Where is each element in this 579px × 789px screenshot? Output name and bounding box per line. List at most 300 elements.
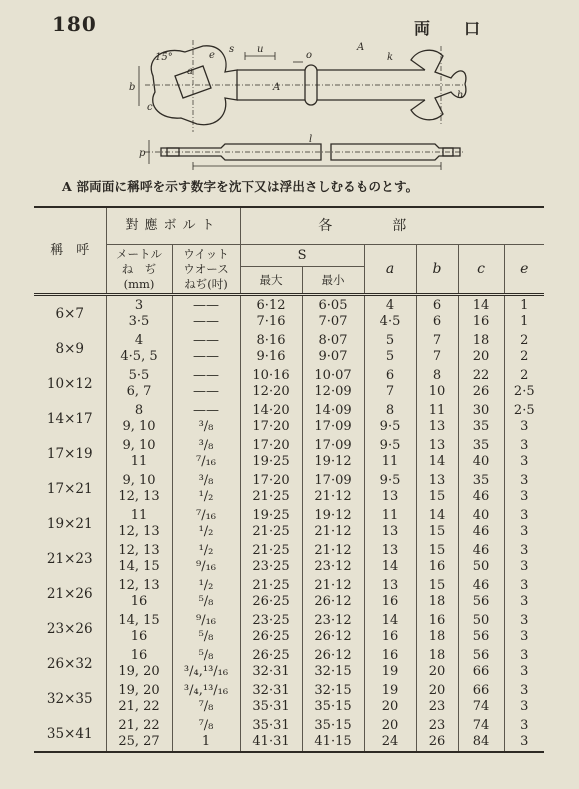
a-value: 13 xyxy=(381,577,399,593)
s-max-value: 21·25 xyxy=(252,577,290,593)
whitworth-cell xyxy=(172,331,240,366)
a-cell xyxy=(364,471,416,506)
metric-value: 9, 10 xyxy=(122,472,156,488)
s-min-value: 10·07 xyxy=(314,367,352,383)
s-max-value: 9·16 xyxy=(256,348,286,364)
a-cell xyxy=(364,541,416,576)
header-whit-line1: ウイット xyxy=(183,246,229,261)
a-value: 11 xyxy=(381,453,399,469)
e-cell xyxy=(504,331,544,366)
b-value: 16 xyxy=(428,558,446,574)
e-cell xyxy=(504,611,544,646)
c-value: 22 xyxy=(472,367,490,383)
a-value: 13 xyxy=(381,523,399,539)
s-max-cell xyxy=(240,646,302,681)
s-min-value: 21·12 xyxy=(314,542,352,558)
header-whit-line2: ウオース xyxy=(183,261,229,276)
c-cell xyxy=(458,716,504,752)
a-value: 6 xyxy=(385,367,395,383)
s-min-cell xyxy=(302,331,364,366)
s-max-cell xyxy=(240,401,302,436)
metric-cell xyxy=(106,436,172,471)
b-value: 6 xyxy=(432,313,442,329)
a-value: 24 xyxy=(381,733,399,749)
c-cell xyxy=(458,541,504,576)
s-min-value: 9·07 xyxy=(318,348,348,364)
header-whitworth xyxy=(172,245,240,295)
b-cell xyxy=(416,295,458,332)
figure-label-b: b xyxy=(129,82,136,93)
s-min-value: 32·15 xyxy=(314,663,352,679)
e-value: 3 xyxy=(520,523,529,539)
metric-value: 19, 20 xyxy=(118,682,160,698)
metric-value: 4·5, 5 xyxy=(120,348,158,364)
header-metric xyxy=(106,245,172,295)
whitworth-cell xyxy=(172,611,240,646)
s-max-value: 26·25 xyxy=(252,593,290,609)
a-cell xyxy=(364,366,416,401)
metric-value: 12, 13 xyxy=(118,577,160,593)
e-value: 3 xyxy=(520,647,529,663)
e-cell xyxy=(504,471,544,506)
metric-value: 4 xyxy=(134,332,144,348)
whitworth-value: ⁵/₈ xyxy=(198,628,214,644)
whitworth-value: —— xyxy=(193,313,219,329)
metric-value: 21, 22 xyxy=(118,717,160,733)
whitworth-value: ³/₈ xyxy=(198,418,214,434)
figure-caption: A 部両面に稱呼を示す数字を沈下又は浮出さしむるものとす。 xyxy=(62,179,419,194)
header-s-max: 最大 xyxy=(240,267,302,295)
s-max-value: 32·31 xyxy=(252,663,290,679)
e-value: 3 xyxy=(520,682,529,698)
s-min-value: 35·15 xyxy=(314,698,352,714)
whitworth-value: ³/₄,¹³/₁₆ xyxy=(183,663,229,679)
whitworth-value: —— xyxy=(193,332,219,348)
whitworth-cell xyxy=(172,506,240,541)
b-value: 18 xyxy=(428,647,446,663)
b-value: 26 xyxy=(428,733,446,749)
b-value: 15 xyxy=(428,542,446,558)
figure-label-a: a xyxy=(187,66,193,77)
whitworth-value: ⁷/₈ xyxy=(198,717,214,733)
table-row xyxy=(34,541,544,576)
c-cell xyxy=(458,401,504,436)
b-value: 13 xyxy=(428,418,446,434)
e-value: 3 xyxy=(520,558,529,574)
e-value: 3 xyxy=(520,453,529,469)
figure-label-h: h xyxy=(457,90,464,101)
a-value: 9·5 xyxy=(379,437,401,453)
s-max-cell xyxy=(240,541,302,576)
c-cell xyxy=(458,366,504,401)
a-value: 9·5 xyxy=(379,418,401,434)
s-min-value: 21·12 xyxy=(314,577,352,593)
a-value: 4 xyxy=(385,297,395,313)
c-value: 40 xyxy=(472,453,490,469)
b-cell xyxy=(416,331,458,366)
table-row xyxy=(34,471,544,506)
table-row xyxy=(34,611,544,646)
s-min-cell xyxy=(302,541,364,576)
e-cell xyxy=(504,646,544,681)
s-min-cell xyxy=(302,611,364,646)
metric-value: 6, 7 xyxy=(126,383,152,399)
c-value: 56 xyxy=(472,647,490,663)
s-max-cell xyxy=(240,681,302,716)
b-value: 20 xyxy=(428,682,446,698)
e-value: 2 xyxy=(520,332,529,348)
c-value: 35 xyxy=(472,418,490,434)
e-cell xyxy=(504,366,544,401)
e-cell xyxy=(504,541,544,576)
e-value: 3 xyxy=(520,612,529,628)
a-value: 9·5 xyxy=(379,472,401,488)
header-metric-line2: ね ぢ xyxy=(121,261,157,276)
c-cell xyxy=(458,471,504,506)
s-min-value: 14·09 xyxy=(314,402,352,418)
s-max-cell xyxy=(240,295,302,332)
e-value: 3 xyxy=(520,577,529,593)
b-value: 8 xyxy=(432,367,442,383)
whitworth-cell xyxy=(172,401,240,436)
c-cell xyxy=(458,681,504,716)
c-value: 46 xyxy=(472,542,490,558)
a-value: 13 xyxy=(381,488,399,504)
a-cell xyxy=(364,506,416,541)
whitworth-cell xyxy=(172,436,240,471)
b-value: 6 xyxy=(432,297,442,313)
whitworth-cell xyxy=(172,366,240,401)
a-value: 20 xyxy=(381,698,399,714)
whitworth-value: ³/₄,¹³/₁₆ xyxy=(183,682,229,698)
b-value: 18 xyxy=(428,593,446,609)
header-s: S xyxy=(240,245,364,267)
e-value: 3 xyxy=(520,542,529,558)
c-value: 46 xyxy=(472,488,490,504)
nominal-size-cell: 17×19 xyxy=(46,445,93,462)
c-cell xyxy=(458,611,504,646)
nominal-size-cell: 19×21 xyxy=(46,515,93,532)
e-value: 1 xyxy=(520,297,529,313)
table-row xyxy=(34,681,544,716)
c-value: 84 xyxy=(472,733,490,749)
b-value: 14 xyxy=(428,507,446,523)
nominal-size-cell: 23×26 xyxy=(46,620,93,637)
table-row xyxy=(34,716,544,752)
nominal-size-cell: 8×9 xyxy=(55,340,84,357)
s-max-value: 12·20 xyxy=(252,383,290,399)
a-value: 14 xyxy=(381,612,399,628)
table-row xyxy=(34,646,544,681)
s-max-value: 19·25 xyxy=(252,453,290,469)
metric-cell xyxy=(106,576,172,611)
metric-cell xyxy=(106,716,172,752)
figure-label-A2: A xyxy=(357,42,365,53)
whitworth-cell xyxy=(172,471,240,506)
metric-cell xyxy=(106,646,172,681)
figure-label-l: l xyxy=(309,134,313,145)
metric-value: 14, 15 xyxy=(118,612,160,628)
c-value: 35 xyxy=(472,472,490,488)
whitworth-value: ³/₈ xyxy=(198,437,214,453)
c-value: 56 xyxy=(472,593,490,609)
e-value: 1 xyxy=(520,313,529,329)
s-max-value: 26·25 xyxy=(252,628,290,644)
s-max-value: 21·25 xyxy=(252,542,290,558)
e-value: 3 xyxy=(520,628,529,644)
c-value: 74 xyxy=(472,717,490,733)
whitworth-value: ⁵/₈ xyxy=(198,593,214,609)
b-value: 13 xyxy=(428,437,446,453)
e-value: 3 xyxy=(520,437,529,453)
whitworth-value: ⁵/₈ xyxy=(198,647,214,663)
a-cell xyxy=(364,401,416,436)
b-cell xyxy=(416,471,458,506)
whitworth-value: ¹/₂ xyxy=(198,523,214,539)
c-value: 26 xyxy=(472,383,490,399)
e-value: 3 xyxy=(520,717,529,733)
table-row xyxy=(34,436,544,471)
c-value: 46 xyxy=(472,577,490,593)
s-max-value: 14·20 xyxy=(252,402,290,418)
c-value: 66 xyxy=(472,682,490,698)
nominal-size-cell: 35×41 xyxy=(34,716,106,752)
s-max-cell xyxy=(240,366,302,401)
nominal-size-cell: 17×21 xyxy=(46,480,93,497)
s-min-cell xyxy=(302,716,364,752)
s-min-value: 35·15 xyxy=(314,717,352,733)
metric-cell xyxy=(106,681,172,716)
header-whit-line3: ねぢ(吋) xyxy=(184,276,228,291)
s-min-cell xyxy=(302,436,364,471)
metric-value: 5·5 xyxy=(128,367,150,383)
figure-label-p: p xyxy=(139,148,146,159)
s-max-cell xyxy=(240,576,302,611)
e-cell xyxy=(504,576,544,611)
a-cell xyxy=(364,331,416,366)
header-metric-line3: (mm) xyxy=(123,276,155,291)
e-value: 3 xyxy=(520,488,529,504)
s-max-value: 19·25 xyxy=(252,507,290,523)
e-value: 2·5 xyxy=(513,383,535,399)
whitworth-value: —— xyxy=(193,297,219,313)
nominal-size-cell: 26×32 xyxy=(46,655,93,672)
s-max-value: 23·25 xyxy=(252,612,290,628)
s-max-value: 41·31 xyxy=(252,733,290,749)
e-value: 3 xyxy=(520,698,529,714)
s-max-value: 10·16 xyxy=(252,367,290,383)
e-value: 3 xyxy=(520,507,529,523)
metric-value: 16 xyxy=(130,647,148,663)
e-value: 3 xyxy=(520,733,529,749)
table-row xyxy=(34,401,544,436)
table-row xyxy=(34,331,544,366)
figure-label-e: e xyxy=(209,50,215,61)
c-value: 50 xyxy=(472,612,490,628)
s-min-cell xyxy=(302,471,364,506)
c-value: 46 xyxy=(472,523,490,539)
a-cell xyxy=(364,646,416,681)
a-value: 7 xyxy=(385,383,395,399)
spanner-dimension-table xyxy=(34,206,544,753)
e-cell xyxy=(504,295,544,332)
header-b: b xyxy=(416,245,458,295)
running-title: 両口 xyxy=(414,19,515,38)
nominal-size-cell: 6×7 xyxy=(55,305,84,322)
b-value: 23 xyxy=(428,717,446,733)
s-max-value: 6·12 xyxy=(256,297,286,313)
c-value: 16 xyxy=(472,313,490,329)
b-value: 13 xyxy=(428,472,446,488)
metric-cell xyxy=(106,541,172,576)
a-value: 11 xyxy=(381,507,399,523)
e-cell xyxy=(504,681,544,716)
s-min-value: 17·09 xyxy=(314,472,352,488)
c-cell xyxy=(458,576,504,611)
a-cell xyxy=(364,436,416,471)
b-cell xyxy=(416,401,458,436)
figure-label-s: s xyxy=(229,44,235,55)
s-min-value: 32·15 xyxy=(314,682,352,698)
table-row xyxy=(34,295,544,332)
whitworth-value: ³/₈ xyxy=(198,472,214,488)
a-value: 5 xyxy=(385,348,395,364)
figure-label-c: c xyxy=(147,102,153,113)
a-value: 20 xyxy=(381,717,399,733)
nominal-size-cell: 21×23 xyxy=(46,550,93,567)
page-number: 180 xyxy=(52,12,97,36)
s-max-value: 26·25 xyxy=(252,647,290,663)
b-cell xyxy=(416,541,458,576)
c-value: 35 xyxy=(472,437,490,453)
s-max-cell xyxy=(240,471,302,506)
s-min-value: 41·15 xyxy=(314,733,352,749)
a-value: 16 xyxy=(381,647,399,663)
whitworth-value: ¹/₂ xyxy=(198,577,214,593)
s-min-cell xyxy=(302,646,364,681)
s-min-cell xyxy=(302,681,364,716)
whitworth-value: —— xyxy=(193,367,219,383)
metric-cell xyxy=(106,295,172,332)
a-value: 19 xyxy=(381,682,399,698)
e-cell xyxy=(504,506,544,541)
b-value: 7 xyxy=(432,332,442,348)
s-max-value: 17·20 xyxy=(252,418,290,434)
b-cell xyxy=(416,506,458,541)
e-value: 2·5 xyxy=(513,402,535,418)
metric-cell xyxy=(106,611,172,646)
metric-value: 9, 10 xyxy=(122,418,156,434)
a-cell xyxy=(364,681,416,716)
s-max-value: 35·31 xyxy=(252,698,290,714)
c-cell xyxy=(458,331,504,366)
s-min-value: 26·12 xyxy=(314,593,352,609)
metric-cell xyxy=(106,471,172,506)
b-value: 18 xyxy=(428,628,446,644)
a-value: 16 xyxy=(381,593,399,609)
e-value: 2 xyxy=(520,367,529,383)
metric-value: 11 xyxy=(130,507,148,523)
a-value: 8 xyxy=(385,402,395,418)
nominal-size-cell: 32×35 xyxy=(46,690,93,707)
whitworth-value: ¹/₂ xyxy=(198,542,214,558)
header-bolt: 對應ボルト xyxy=(106,207,240,245)
header-a: a xyxy=(364,245,416,295)
b-cell xyxy=(416,436,458,471)
whitworth-value: ⁷/₈ xyxy=(198,698,214,714)
whitworth-cell xyxy=(172,716,240,752)
b-value: 15 xyxy=(428,577,446,593)
metric-value: 14, 15 xyxy=(118,558,160,574)
b-cell xyxy=(416,716,458,752)
spanner-drawing xyxy=(125,36,470,176)
s-min-cell xyxy=(302,576,364,611)
metric-value: 3·5 xyxy=(128,313,150,329)
e-value: 3 xyxy=(520,418,529,434)
whitworth-value: 1 xyxy=(201,733,211,749)
metric-value: 12, 13 xyxy=(118,523,160,539)
a-cell xyxy=(364,295,416,332)
metric-value: 9, 10 xyxy=(122,437,156,453)
header-nominal: 稱 呼 xyxy=(34,207,106,295)
header-metric-line1: メートル xyxy=(116,246,162,261)
c-value: 30 xyxy=(472,402,490,418)
a-value: 5 xyxy=(385,332,395,348)
s-max-value: 32·31 xyxy=(252,682,290,698)
whitworth-value: ⁷/₁₆ xyxy=(196,453,217,469)
b-cell xyxy=(416,576,458,611)
metric-value: 25, 27 xyxy=(118,733,160,749)
header-c: c xyxy=(458,245,504,295)
a-value: 19 xyxy=(381,663,399,679)
whitworth-cell xyxy=(172,541,240,576)
s-max-value: 21·25 xyxy=(252,488,290,504)
metric-value: 19, 20 xyxy=(118,663,160,679)
metric-cell xyxy=(106,401,172,436)
figure-label-u: u xyxy=(257,44,264,55)
metric-value: 11 xyxy=(130,453,148,469)
c-cell xyxy=(458,646,504,681)
s-max-cell xyxy=(240,331,302,366)
a-cell xyxy=(364,611,416,646)
c-value: 40 xyxy=(472,507,490,523)
b-cell xyxy=(416,646,458,681)
s-min-value: 12·09 xyxy=(314,383,352,399)
table-row xyxy=(34,366,544,401)
s-max-value: 21·25 xyxy=(252,523,290,539)
whitworth-cell xyxy=(172,295,240,332)
whitworth-value: —— xyxy=(193,402,219,418)
whitworth-value: —— xyxy=(193,383,219,399)
figure-label-k: k xyxy=(387,52,394,63)
s-min-value: 6·05 xyxy=(318,297,348,313)
s-min-value: 23·12 xyxy=(314,558,352,574)
nominal-size-cell: 14×17 xyxy=(46,410,93,427)
b-value: 20 xyxy=(428,663,446,679)
metric-cell xyxy=(106,506,172,541)
s-min-value: 26·12 xyxy=(314,647,352,663)
b-value: 10 xyxy=(428,383,446,399)
header-parts: 各部 xyxy=(240,207,544,245)
b-value: 16 xyxy=(428,612,446,628)
a-cell xyxy=(364,576,416,611)
s-min-value: 17·09 xyxy=(314,418,352,434)
s-min-cell xyxy=(302,366,364,401)
b-cell xyxy=(416,681,458,716)
s-min-value: 21·12 xyxy=(314,523,352,539)
whitworth-value: ⁷/₁₆ xyxy=(196,507,217,523)
s-min-value: 17·09 xyxy=(314,437,352,453)
